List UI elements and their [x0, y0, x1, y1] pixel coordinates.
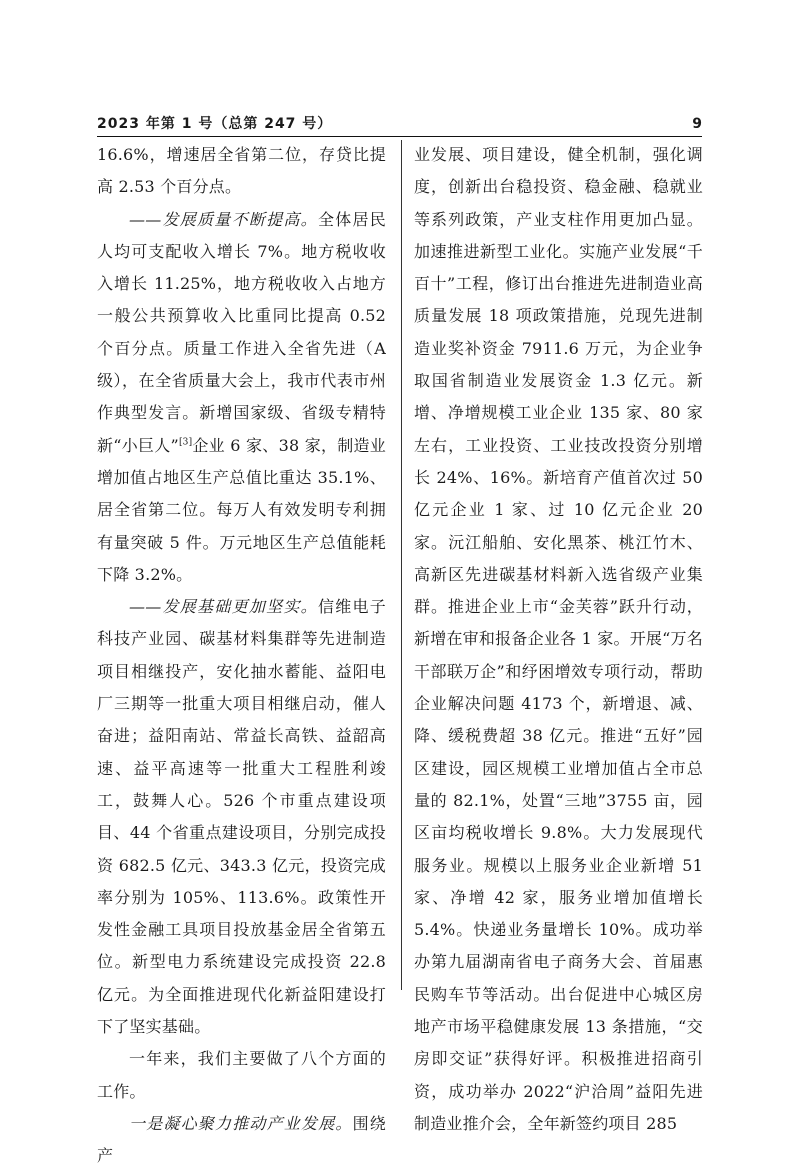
- right-column: [414, 139, 703, 1140]
- paragraph-lead: ——发展质量不断提高。: [129, 209, 318, 229]
- paragraph-text: 一年来，我们主要做了八个方面的工作。: [97, 1049, 386, 1101]
- page-number: 9: [692, 116, 702, 132]
- column-divider: [401, 140, 402, 990]
- paragraph-text: 16.6%，增速居全省第二位，存贷比提高 2.53 个百分点。: [97, 145, 386, 197]
- paragraph: [97, 1108, 386, 1173]
- left-column: [97, 139, 386, 1173]
- paragraph-text: 全体居民人均可支配收入增长 7%。地方税收收入增长 11.25%，地方税收收入占地方一般公共预算收入比重同比提高 0.52 个百分点。质量工作进入全省先进（A 级），在全省质量大会上，我市代表市州作典型发言。新增国家级、省级专精特新“小巨人”: [97, 209, 386, 455]
- paragraph-text: 业发展、项目建设，健全机制，强化调度，创新出台稳投资、稳金融、稳就业等系列政策，产业支柱作用更加凸显。加速推进新型工业化。实施产业发展“千百十”工程，修订出台推进先进制造业高质量发展 18 项政策措施，兑现先进制造业奖补资金 7911.6 万元，为企业争取国省制造业发展资金 1.3 亿元。新增、净增规模工业企业 135 家、80 家左右，工业投资、工业技改投资分别增长 24%、16%。新培育产值首次过 50 亿元企业 1 家、过 10 亿元企业 20 家。沅江船舶、安化黑茶、桃江竹木、高新区先进碳基材料新入选省级产业集群。推进企业上市“金芙蓉”跃升行动，新增在审和报备企业各 1 家。开展“万名干部联万企”和纾困增效专项行动，帮助企业解决问题 4173 个，新增退、减、降、缓税费超 38 亿元。推进“五好”园区建设，园区规模工业增加值占全市总量的 82.1%，处置“三地”3755 亩，园区亩均税收增长 9.8%。大力发展现代服务业。规模以上服务业企业新增 51 家、净增 42 家，服务业增加值增长 5.4%。快递业务量增长 10%。成功举办第九届湖南省电子商务大会、首届惠民购车节等活动。出台促进中心城区房地产市场平稳健康发展 13 条措施，“交房即交证”获得好评。积极推进招商引资，成功举办 2022“沪洽周”益阳先进制造业推介会，全年新签约项目 285: [414, 145, 703, 1133]
- paragraph: [97, 591, 386, 1043]
- paragraph-text: 企业 6 家、38 家，制造业增加值占地区生产总值比重达 35.1%、居全省第二位。每万人有效发明专利拥有量突破 5 件。万元地区生产总值能耗下降 3.2%。: [97, 435, 386, 584]
- paragraph-text: 信维电子科技产业园、碳基材料集群等先进制造项目相继投产，安化抽水蓄能、益阳电厂三期等一批重大项目相继启动，催人奋进；益阳南站、常益长高铁、益韶高速、益平高速等一批重大工程胜利竣工，鼓舞人心。526 个市重点建设项目、44 个省重点建设项目，分别完成投资 682.5 亿元、343.3 亿元，投资完成率分别为 105%、113.6%。政策性开发性金融工具项目投放基金居全省第五位。新型电力系统建设完成投资 22.8 亿元。为全面推进现代化新益阳建设打下了坚实基础。: [97, 597, 386, 1037]
- issue-label: 2023 年第 1 号（总第 247 号）: [97, 116, 333, 132]
- paragraph-lead: ——发展基础更加坚实。: [129, 597, 318, 617]
- paragraph: [97, 1043, 386, 1108]
- paragraph-text: 围绕产: [97, 1113, 386, 1166]
- page-header: [97, 114, 702, 137]
- paragraph: [97, 139, 386, 204]
- paragraph: [97, 204, 386, 592]
- footnote-ref[interactable]: [3]: [178, 437, 193, 448]
- paragraph: [414, 139, 703, 1140]
- paragraph-lead: 一是凝心聚力推动产业发展。: [129, 1113, 353, 1133]
